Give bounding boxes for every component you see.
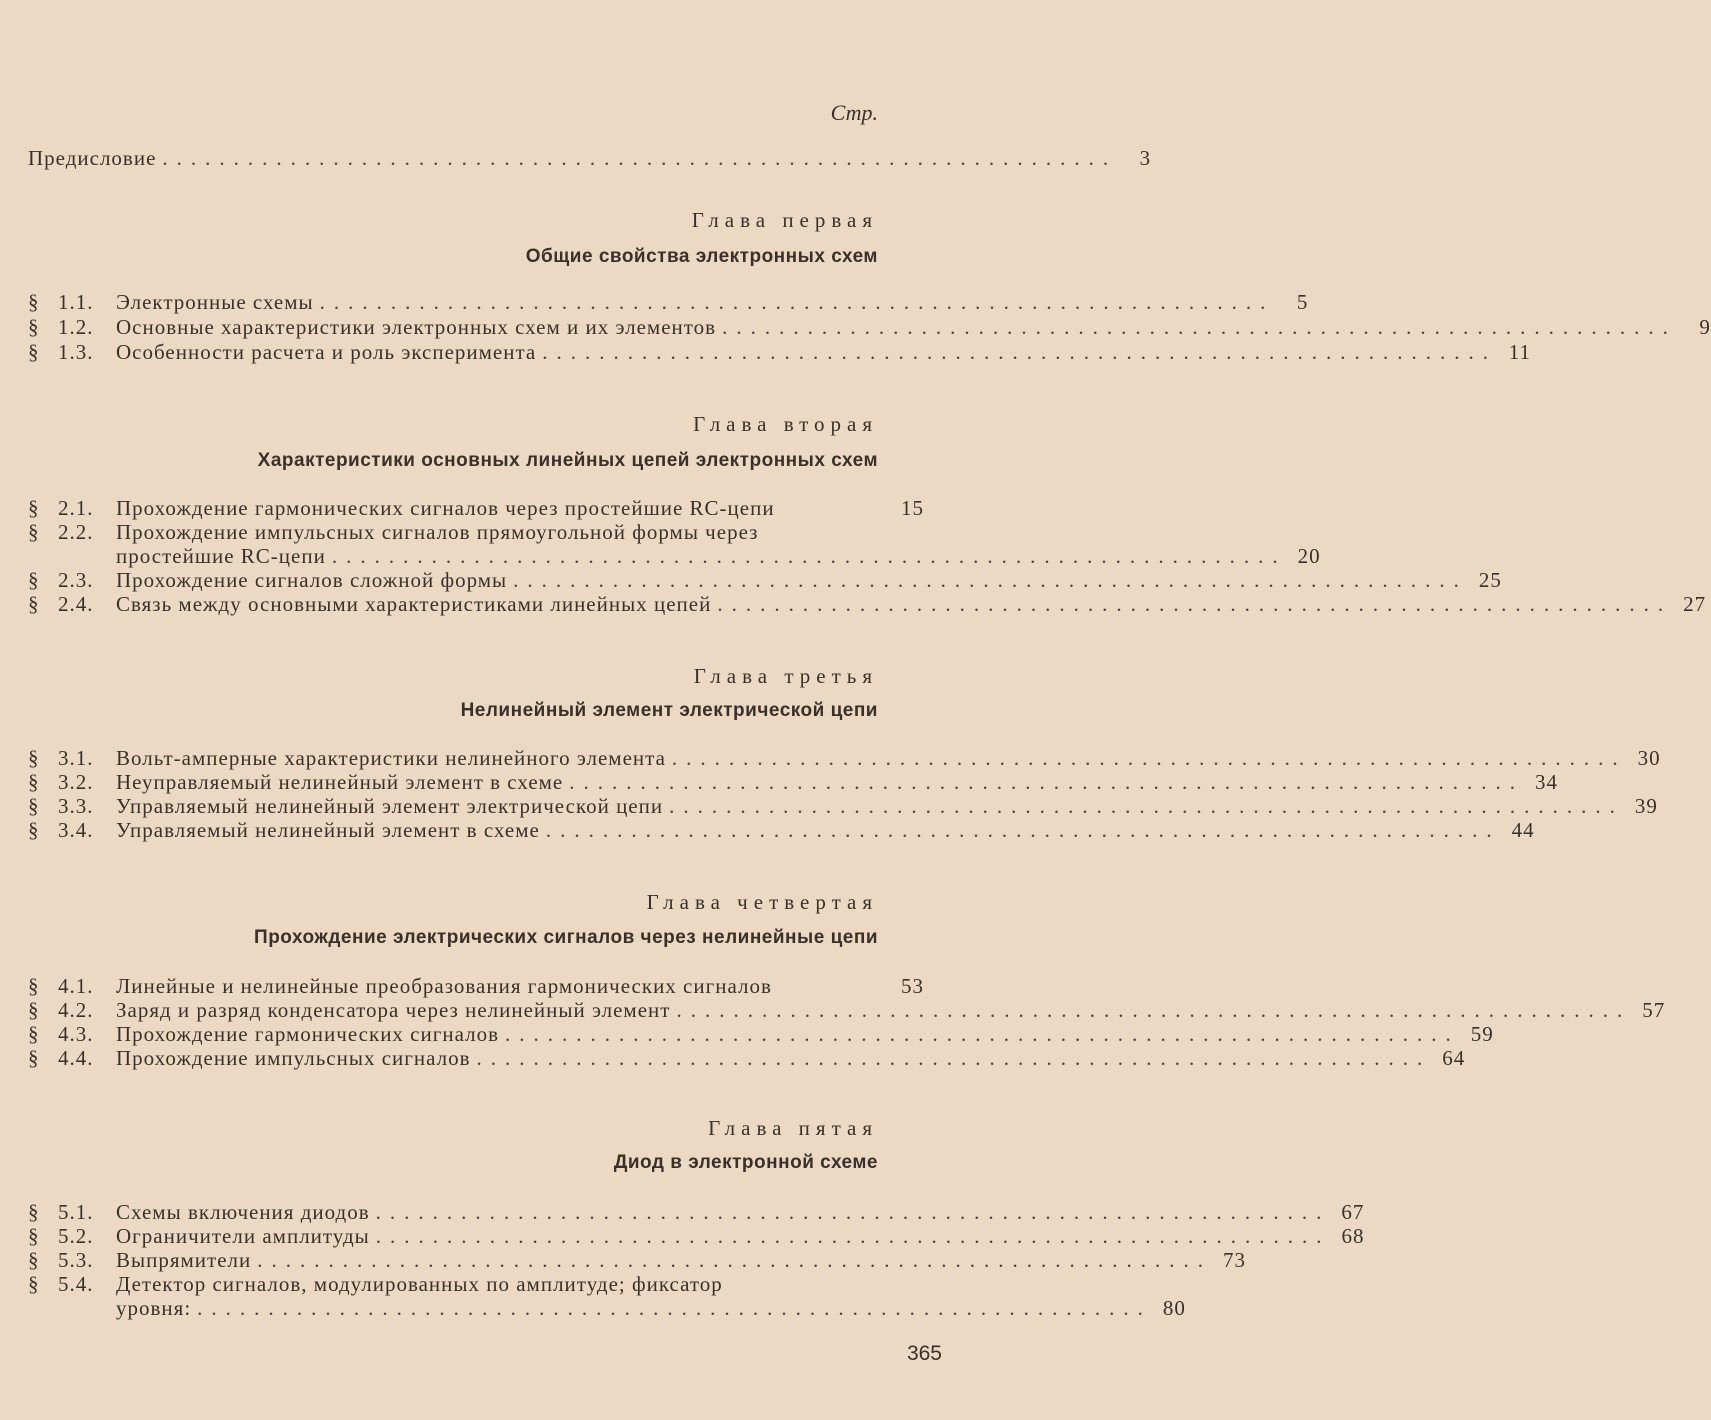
entry-title: Линейные и нелинейные преобразования гармонических сигналов: [116, 974, 772, 998]
entry-page: 27: [1683, 592, 1707, 616]
entry-page: 44: [1511, 818, 1535, 842]
leader-dots: ...................................................................: [542, 340, 1497, 364]
entry-page: 68: [1341, 1224, 1365, 1248]
entry-number: 5.4.: [58, 1272, 94, 1296]
toc-entry: [28, 818, 1535, 842]
chapter-label: Глава четвертая: [646, 890, 878, 914]
toc-entry: [28, 770, 1558, 794]
section-sign: §: [28, 794, 40, 818]
leader-dots: ...................................................................: [319, 290, 1275, 314]
chapter-label: Глава первая: [691, 208, 878, 232]
chapter-label: Глава третья: [693, 664, 878, 688]
entry-number: 2.3.: [58, 568, 94, 592]
toc-entry: [28, 1224, 1365, 1248]
section-sign: §: [28, 340, 40, 364]
chapter-label: Глава пятая: [708, 1116, 878, 1140]
toc-entry: [28, 1200, 1365, 1224]
entry-title: Прохождение импульсных сигналов прямоугольной формы через: [116, 520, 759, 544]
entry-number: 4.1.: [58, 974, 94, 998]
entry-number: 5.2.: [58, 1224, 94, 1248]
section-sign: §: [28, 746, 40, 770]
entry-page: 15: [901, 496, 924, 520]
entry-title-continued: простейшие RC-цепи: [116, 544, 326, 568]
section-sign: §: [28, 770, 40, 794]
leader-dots: ...................................................................: [375, 1200, 1331, 1224]
leader-dots: ...................................................................: [513, 568, 1468, 592]
entry-number: 3.4.: [58, 818, 94, 842]
entry-page: 59: [1470, 1022, 1494, 1046]
leader-dots: ...................................................................: [669, 794, 1624, 818]
chapter-title: Характеристики основных линейных цепей электронных схем: [257, 450, 878, 471]
leader-dots: ...................................................................: [162, 146, 1118, 170]
section-sign: §: [28, 290, 40, 314]
toc-entry: [28, 592, 1707, 616]
toc-entry-preface: [28, 146, 1152, 170]
chapter-title: Прохождение электрических сигналов через нелинейные цепи: [254, 927, 878, 948]
entry-number: 5.1.: [58, 1200, 94, 1224]
section-sign: §: [28, 1200, 40, 1224]
entry-page: 3: [1139, 146, 1152, 170]
chapter-title: Нелинейный элемент электрической цепи: [460, 700, 878, 721]
leader-dots: ...................................................................: [476, 1046, 1432, 1070]
entry-title: Предисловие: [28, 146, 157, 170]
section-sign: §: [28, 998, 40, 1022]
entry-page: 5: [1296, 290, 1309, 314]
entry-number: 3.2.: [58, 770, 94, 794]
page-number: 365: [906, 1342, 942, 1365]
entry-number: 2.4.: [58, 592, 94, 616]
entry-number: 2.2.: [58, 520, 94, 544]
leader-dots: ...................................................................: [676, 998, 1632, 1022]
entry-title: Прохождение импульсных сигналов: [116, 1046, 471, 1070]
entry-page: 80: [1162, 1296, 1186, 1320]
entry-title: Управляемый нелинейный элемент электрической цепи: [116, 794, 664, 818]
toc-entry: [28, 340, 1531, 364]
entry-title: Выпрямители: [116, 1248, 252, 1272]
entry-title: Ограничители амплитуды: [116, 1224, 370, 1248]
toc-entry: [28, 746, 1661, 770]
entry-number: 1.2.: [58, 315, 94, 339]
entry-title: Основные характеристики электронных схем и их элементов: [116, 315, 717, 339]
entry-page: 57: [1642, 998, 1666, 1022]
section-sign: §: [28, 520, 40, 544]
toc-entry: [28, 568, 1502, 592]
section-sign: §: [28, 1272, 40, 1296]
leader-dots: ...................................................................: [569, 770, 1524, 794]
entry-page: 25: [1478, 568, 1502, 592]
entry-page: 73: [1223, 1248, 1247, 1272]
toc-entry: [28, 315, 1711, 339]
leader-dots: ...................................................................: [375, 1224, 1331, 1248]
entry-page: 9: [1699, 315, 1711, 339]
section-sign: §: [28, 1022, 40, 1046]
entry-page: 53: [901, 974, 924, 998]
section-sign: §: [28, 592, 40, 616]
page-column-header: Стр.: [830, 100, 878, 125]
entry-title: Прохождение гармонических сигналов: [116, 1022, 499, 1046]
leader-dots: ...................................................................: [505, 1022, 1460, 1046]
entry-title: Особенности расчета и роль эксперимента: [116, 340, 537, 364]
entry-page: 67: [1341, 1200, 1365, 1224]
entry-title: Связь между основными характеристиками линейных цепей: [116, 592, 712, 616]
entry-page: 20: [1297, 544, 1321, 568]
section-sign: §: [28, 568, 40, 592]
section-sign: §: [28, 818, 40, 842]
toc-entry: [28, 1248, 1247, 1272]
leader-dots: ...................................................................: [257, 1248, 1213, 1272]
entry-title: Неуправляемый нелинейный элемент в схеме: [116, 770, 564, 794]
entry-number: 4.4.: [58, 1046, 94, 1070]
entry-title: Прохождение сигналов сложной формы: [116, 568, 508, 592]
entry-number: 3.1.: [58, 746, 94, 770]
section-sign: §: [28, 1046, 40, 1070]
toc-entry-multiline: [28, 520, 1321, 568]
toc-entry: [28, 1046, 1466, 1070]
leader-dots: ...................................................................: [331, 544, 1287, 568]
leader-dots: ...................................................................: [717, 592, 1673, 616]
section-sign: §: [28, 315, 40, 339]
entry-title-continued: уровня:: [116, 1296, 192, 1320]
toc-entry: [28, 496, 924, 520]
toc-entry: [28, 794, 1658, 818]
chapter-title: Общие свойства электронных схем: [525, 246, 878, 267]
entry-title: Детектор сигналов, модулированных по амплитуде; фиксатор: [116, 1272, 723, 1296]
entry-page: 30: [1637, 746, 1661, 770]
entry-number: 1.3.: [58, 340, 94, 364]
entry-number: 2.1.: [58, 496, 94, 520]
section-sign: §: [28, 974, 40, 998]
entry-title: Вольт-амперные характеристики нелинейного элемента: [116, 746, 666, 770]
leader-dots: ...................................................................: [197, 1296, 1152, 1320]
toc-entry: [28, 998, 1666, 1022]
section-sign: §: [28, 496, 40, 520]
section-sign: §: [28, 1224, 40, 1248]
toc-entry: [28, 974, 924, 998]
entry-title: Заряд и разряд конденсатора через нелинейный элемент: [116, 998, 671, 1022]
section-sign: §: [28, 1248, 40, 1272]
entry-number: 3.3.: [58, 794, 94, 818]
entry-page: 64: [1442, 1046, 1466, 1070]
entry-title: Электронные схемы: [116, 290, 314, 314]
entry-number: 5.3.: [58, 1248, 94, 1272]
chapter-label: Глава вторая: [693, 412, 878, 436]
entry-number: 1.1.: [58, 290, 94, 314]
entry-title: Управляемый нелинейный элемент в схеме: [116, 818, 540, 842]
leader-dots: ...................................................................: [722, 315, 1677, 339]
entry-title: Прохождение гармонических сигналов через простейшие RC-цепи: [116, 496, 775, 520]
entry-page: 11: [1508, 340, 1531, 364]
entry-title: Схемы включения диодов: [116, 1200, 370, 1224]
entry-number: 4.2.: [58, 998, 94, 1022]
toc-entry: [28, 290, 1309, 314]
toc-entry-multiline: [28, 1272, 1186, 1320]
entry-page: 39: [1634, 794, 1658, 818]
leader-dots: ...................................................................: [671, 746, 1627, 770]
chapter-title: Диод в электронной схеме: [613, 1152, 878, 1173]
entry-page: 34: [1535, 770, 1558, 794]
entry-number: 4.3.: [58, 1022, 94, 1046]
toc-entry: [28, 1022, 1494, 1046]
leader-dots: ...................................................................: [545, 818, 1501, 842]
